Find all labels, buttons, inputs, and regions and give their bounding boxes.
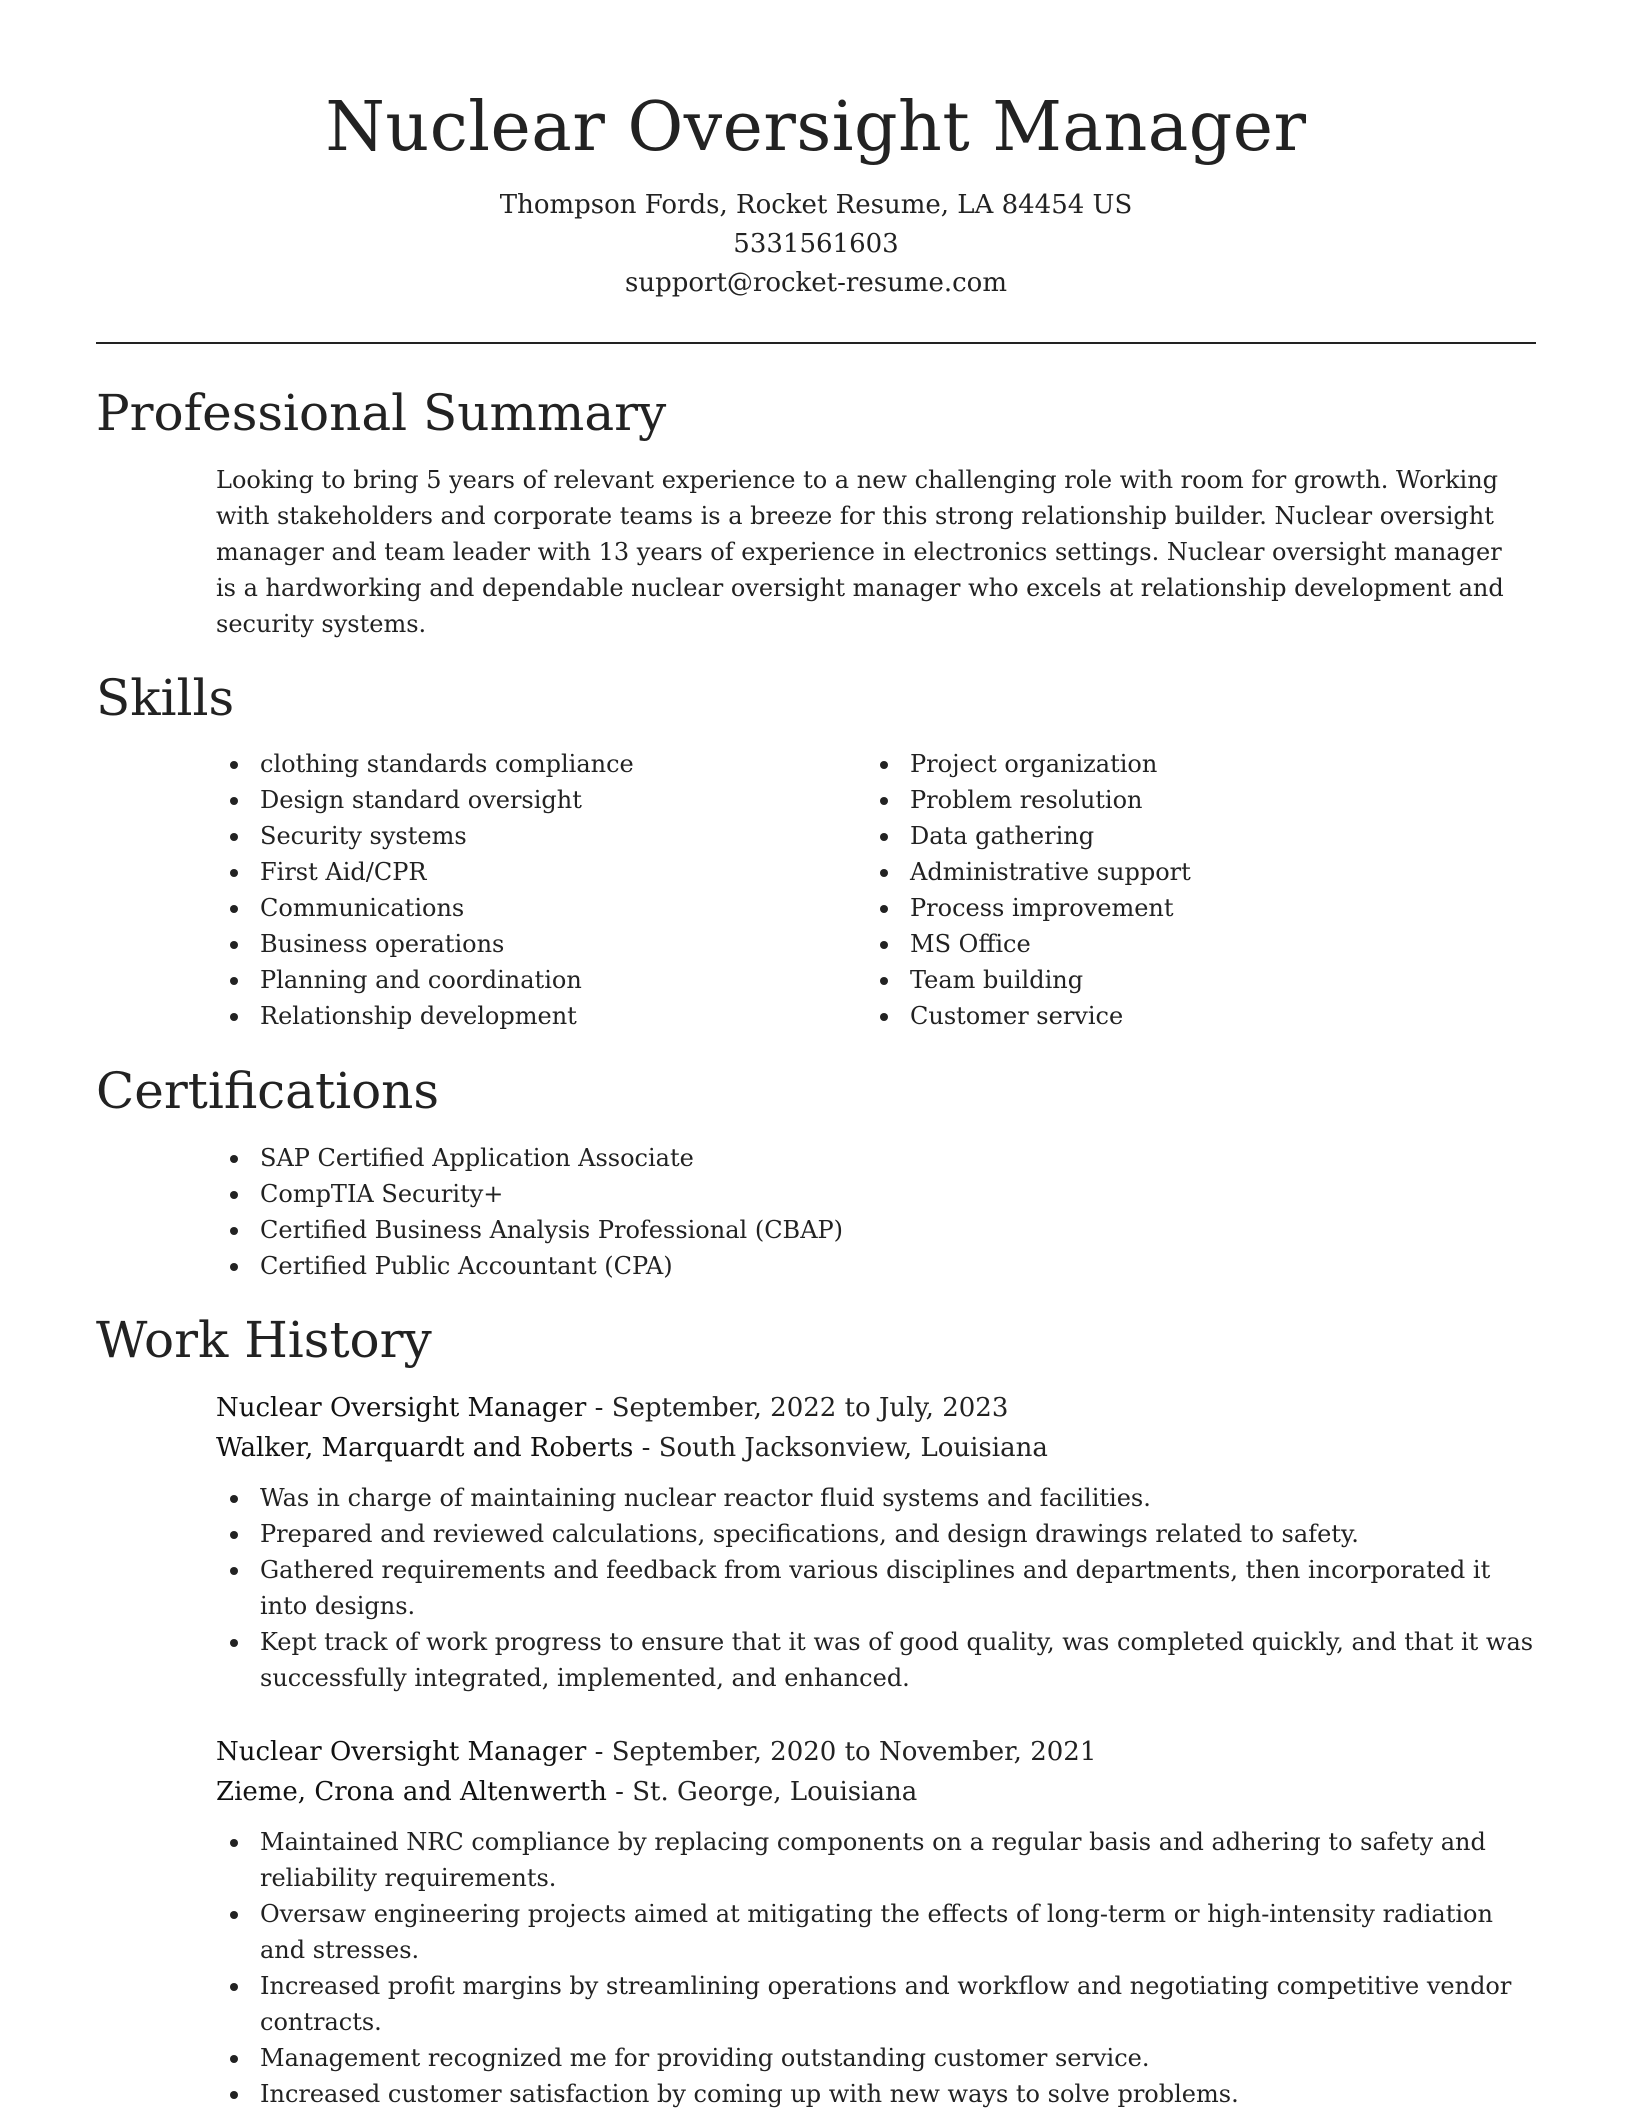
skills-column-right [866,746,1466,1034]
job-duty-item: Increased customer satisfaction by coming up with new ways to solve problems. [216,2076,1536,2112]
header-divider [96,342,1536,344]
skill-item: Planning and coordination [216,962,816,998]
job-duties-list [172,1824,1536,2112]
job-duty-item: Increased profit margins by streamlining operations and workflow and negotiating competitive vendor contracts. [216,1968,1536,2040]
job-company: Walker, Marquardt and Roberts [216,1433,634,1463]
certifications-heading: Certifications [96,1062,440,1120]
skills-column-left [216,746,816,1034]
contact-address: Thompson Fords, Rocket Resume, LA 84454 US [499,190,1133,220]
resume-header [0,0,1632,303]
skill-item: Problem resolution [866,782,1466,818]
job-role: Nuclear Oversight Manager [216,1393,587,1423]
job-duty-item: Management recognized me for providing outstanding customer service. [216,2040,1536,2076]
skill-item: clothing standards compliance [216,746,816,782]
skill-item: Security systems [216,818,816,854]
certification-item: Certified Public Accountant (CPA) [216,1248,1416,1284]
skills-list-right [866,746,1466,1034]
job-entry [216,1732,1536,2112]
skills-heading: Skills [96,669,235,727]
certification-item: Certified Business Analysis Professional (CBAP) [216,1212,1416,1248]
job-company-line [216,1772,1536,1812]
skill-item: First Aid/CPR [216,854,816,890]
skill-item: Team building [866,962,1466,998]
job-title-line [216,1388,1536,1428]
skill-item: Communications [216,890,816,926]
job-dates: - September, 2022 to July, 2023 [586,1393,1009,1423]
skill-item: Design standard oversight [216,782,816,818]
skill-item: MS Office [866,926,1466,962]
certification-item: CompTIA Security+ [216,1176,1416,1212]
job-title-line [216,1732,1536,1772]
contact-block [0,186,1632,303]
job-entry [216,1388,1536,1696]
job-company-line [216,1428,1536,1468]
job-duty-item: Maintained NRC compliance by replacing components on a regular basis and adhering to safety and reliability requirements. [216,1824,1536,1896]
job-duty-item: Gathered requirements and feedback from various disciplines and departments, then incorporated it into designs. [216,1552,1536,1624]
job-role: Nuclear Oversight Manager [216,1737,587,1767]
skill-item: Relationship development [216,998,816,1034]
job-duty-item: Prepared and reviewed calculations, specifications, and design drawings related to safety. [216,1516,1536,1552]
certifications-block [216,1140,1416,1284]
certification-item: SAP Certified Application Associate [216,1140,1416,1176]
skill-item: Business operations [216,926,816,962]
job-duty-item: Kept track of work progress to ensure that it was of good quality, was completed quickly, and that it was successfully integrated, implemented, and enhanced. [216,1624,1536,1696]
skill-item: Data gathering [866,818,1466,854]
job-duty-item: Oversaw engineering projects aimed at mitigating the effects of long-term or high-intensity radiation and stresses. [216,1896,1536,1968]
job-company: Zieme, Crona and Altenwerth [216,1777,607,1807]
job-duty-item: Was in charge of maintaining nuclear reactor fluid systems and facilities. [216,1480,1536,1516]
certifications-list [216,1140,1416,1284]
skill-item: Project organization [866,746,1466,782]
summary-heading: Professional Summary [96,384,667,442]
skill-item: Process improvement [866,890,1466,926]
contact-email: support@rocket-resume.com [624,268,1007,298]
skill-item: Administrative support [866,854,1466,890]
work-history-heading: Work History [96,1311,432,1369]
summary-text: Looking to bring 5 years of relevant experience to a new challenging role with room for growth. Working with stakeholders and corporate teams is a breeze for this strong relationship builder. Nuclear oversight manager and team leader with 13 years of experience in electronics settings. Nuclear oversight manager is a hardworking and dependable nuclear oversight manager who excels at relationship development and security systems. [216,466,1504,638]
contact-phone: 5331561603 [733,229,899,259]
job-duties-list [172,1480,1536,1696]
job-dates: - September, 2020 to November, 2021 [586,1737,1097,1767]
job-location: - St. George, Louisiana [606,1777,918,1807]
skills-list-left [216,746,816,1034]
job-location: - South Jacksonview, Louisiana [633,1433,1048,1463]
skill-item: Customer service [866,998,1466,1034]
page-title: Nuclear Oversight Manager [325,88,1307,167]
